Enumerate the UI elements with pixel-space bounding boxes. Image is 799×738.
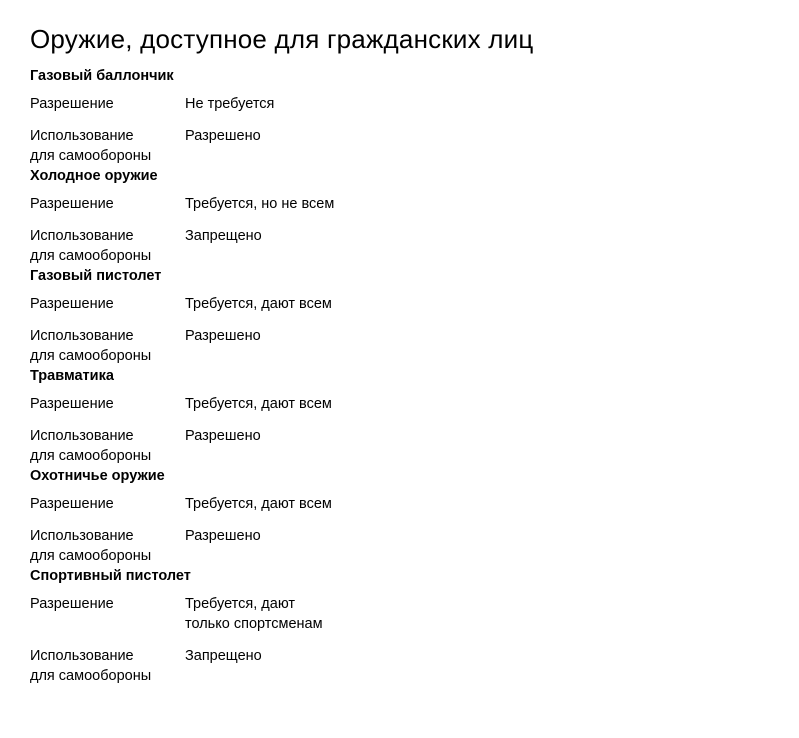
self-defense-row bbox=[30, 226, 770, 266]
weapon-section bbox=[30, 566, 770, 686]
page-title: Оружие, доступное для гражданских лиц bbox=[30, 24, 534, 54]
self-defense-row bbox=[30, 526, 770, 566]
self-defense-label: Использование для самообороны bbox=[30, 328, 152, 364]
permit-value: Не требуется bbox=[185, 96, 275, 112]
permit-row bbox=[30, 494, 770, 514]
permit-value: Требуется, но не всем bbox=[185, 196, 335, 212]
permit-row bbox=[30, 394, 770, 414]
self-defense-value: Разрешено bbox=[185, 328, 261, 344]
self-defense-value: Запрещено bbox=[185, 648, 262, 664]
weapon-name: Охотничье оружие bbox=[30, 468, 165, 484]
permit-value: Требуется, дают всем bbox=[185, 396, 332, 412]
permit-row bbox=[30, 294, 770, 314]
weapon-section bbox=[30, 466, 770, 566]
self-defense-label: Использование для самообороны bbox=[30, 528, 152, 564]
weapon-name: Холодное оружие bbox=[30, 168, 158, 184]
weapons-list bbox=[30, 66, 770, 686]
permit-row bbox=[30, 194, 770, 214]
permit-label: Разрешение bbox=[30, 596, 114, 612]
self-defense-value: Разрешено bbox=[185, 428, 261, 444]
self-defense-row bbox=[30, 426, 770, 466]
weapon-section bbox=[30, 166, 770, 266]
self-defense-row bbox=[30, 326, 770, 366]
self-defense-label: Использование для самообороны bbox=[30, 228, 152, 264]
weapon-name: Спортивный пистолет bbox=[30, 568, 191, 584]
weapon-name: Газовый пистолет bbox=[30, 268, 162, 284]
self-defense-row bbox=[30, 126, 770, 166]
permit-label: Разрешение bbox=[30, 296, 114, 312]
self-defense-row bbox=[30, 646, 770, 686]
permit-label: Разрешение bbox=[30, 496, 114, 512]
self-defense-label: Использование для самообороны bbox=[30, 428, 152, 464]
self-defense-value: Запрещено bbox=[185, 228, 262, 244]
self-defense-value: Разрешено bbox=[185, 528, 261, 544]
weapon-section bbox=[30, 66, 770, 166]
weapon-name: Травматика bbox=[30, 368, 114, 384]
permit-value: Требуется, дают только спортсменам bbox=[185, 596, 323, 632]
self-defense-value: Разрешено bbox=[185, 128, 261, 144]
permit-row bbox=[30, 94, 770, 114]
self-defense-label: Использование для самообороны bbox=[30, 648, 152, 684]
permit-value: Требуется, дают всем bbox=[185, 296, 332, 312]
permit-value: Требуется, дают всем bbox=[185, 496, 332, 512]
permit-label: Разрешение bbox=[30, 196, 114, 212]
weapon-name: Газовый баллончик bbox=[30, 68, 174, 84]
weapon-section bbox=[30, 266, 770, 366]
permit-label: Разрешение bbox=[30, 396, 114, 412]
weapon-section bbox=[30, 366, 770, 466]
self-defense-label: Использование для самообороны bbox=[30, 128, 152, 164]
permit-row bbox=[30, 594, 770, 634]
permit-label: Разрешение bbox=[30, 96, 114, 112]
